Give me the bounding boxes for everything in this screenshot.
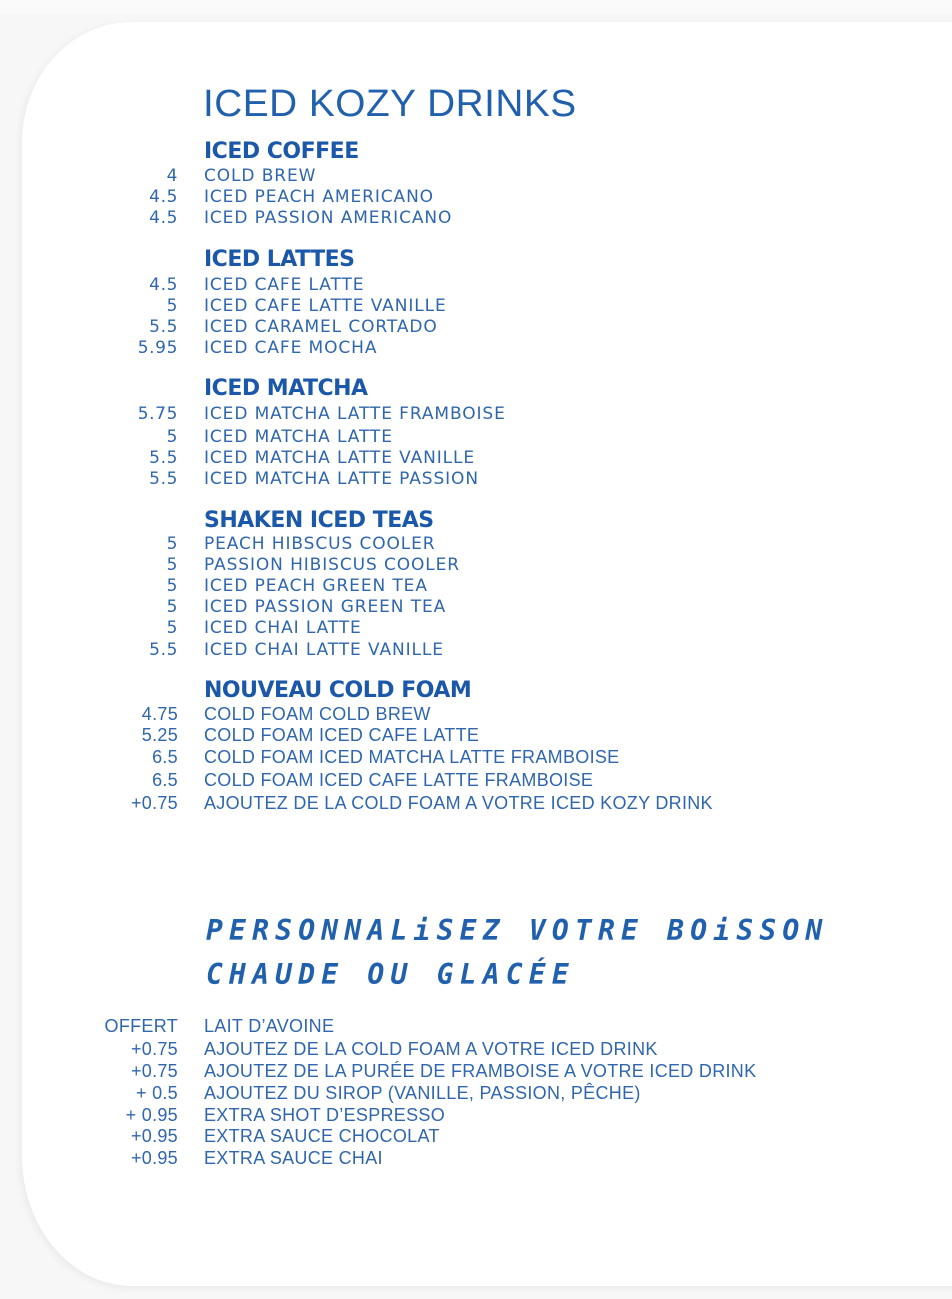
item-price: +0.75: [130, 793, 178, 813]
menu-item: [0, 427, 952, 448]
menu-item: [0, 469, 952, 490]
item-name: ICED PEACH GREEN TEA: [204, 576, 428, 596]
menu-item: [0, 534, 952, 555]
item-price: 5.25: [141, 725, 178, 745]
section-heading: ICED MATCHA: [204, 376, 368, 401]
item-name: EXTRA SAUCE CHAI: [204, 1148, 383, 1168]
item-name: ICED CHAI LATTE VANILLE: [204, 640, 444, 660]
item-name: ICED MATCHA LATTE VANILLE: [204, 448, 476, 468]
menu-item: [0, 597, 952, 618]
item-name: ICED PASSION GREEN TEA: [204, 597, 447, 617]
item-price: 6.5: [152, 747, 178, 767]
item-name: PEACH HIBSCUS COOLER: [204, 534, 436, 554]
item-price: + 0.95: [125, 1105, 178, 1125]
item-name: AJOUTEZ DE LA COLD FOAM A VOTRE ICED KOZY DRINK: [204, 793, 713, 813]
item-price: 4.5: [149, 208, 178, 228]
item-price: +0.75: [130, 1039, 178, 1059]
menu-item: [0, 793, 952, 814]
item-price: OFFERT: [104, 1016, 178, 1036]
item-price: 5.75: [137, 404, 178, 424]
item-price: + 0.5: [135, 1083, 178, 1103]
customize-title-line-1: PERSONNALiSEZ VOTRE BOiSSON: [206, 914, 829, 947]
menu-item: [0, 208, 952, 229]
item-name: ICED CAFE MOCHA: [204, 338, 378, 358]
item-price: 4.5: [149, 275, 178, 295]
menu-item: [0, 275, 952, 296]
menu-item: [0, 576, 952, 597]
item-name: ICED MATCHA LATTE PASSION: [204, 469, 479, 489]
menu-item: [0, 725, 952, 746]
item-name: ICED MATCHA LATTE: [204, 427, 393, 447]
item-price: 5.5: [149, 640, 178, 660]
item-name: ICED CHAI LATTE: [204, 618, 362, 638]
item-price: 5.5: [149, 317, 178, 337]
item-price: 4: [166, 166, 178, 186]
item-price: 5: [166, 555, 178, 575]
item-name: ICED PASSION AMERICANO: [204, 208, 453, 228]
menu-item: [0, 555, 952, 576]
item-name: EXTRA SAUCE CHOCOLAT: [204, 1126, 440, 1146]
menu-item: [0, 338, 952, 359]
item-name: AJOUTEZ DE LA PURÉE DE FRAMBOISE A VOTRE ICED DRINK: [204, 1061, 757, 1081]
item-name: AJOUTEZ DU SIROP (VANILLE, PASSION, PÊCHE): [204, 1083, 641, 1103]
item-price: 5: [166, 534, 178, 554]
customize-item: [0, 1039, 952, 1060]
section-heading: ICED COFFEE: [204, 139, 359, 164]
menu-item: [0, 317, 952, 338]
customize-item: [0, 1016, 952, 1037]
item-price: 5: [166, 296, 178, 316]
menu-item: [0, 770, 952, 791]
section-heading: ICED LATTES: [204, 247, 355, 272]
item-name: ICED CAFE LATTE VANILLE: [204, 296, 447, 316]
section-heading: NOUVEAU COLD FOAM: [204, 678, 472, 703]
item-name: ICED MATCHA LATTE FRAMBOISE: [204, 404, 506, 424]
item-name: AJOUTEZ DE LA COLD FOAM A VOTRE ICED DRINK: [204, 1039, 658, 1059]
menu-item: [0, 166, 952, 187]
item-name: COLD FOAM ICED CAFE LATTE: [204, 725, 480, 745]
menu-item: [0, 187, 952, 208]
menu-item: [0, 618, 952, 639]
item-name: COLD FOAM ICED CAFE LATTE FRAMBOISE: [204, 770, 594, 790]
page-title: ICED KOZY DRINKS: [203, 83, 577, 125]
menu-item: [0, 296, 952, 317]
customize-item: [0, 1148, 952, 1169]
item-name: LAIT D’AVOINE: [204, 1016, 335, 1036]
menu-item: [0, 640, 952, 661]
menu-item: [0, 448, 952, 469]
item-price: 5: [166, 576, 178, 596]
customize-item: [0, 1126, 952, 1147]
item-price: 4.75: [141, 704, 178, 724]
customize-item: [0, 1083, 952, 1104]
item-name: EXTRA SHOT D’ESPRESSO: [204, 1105, 446, 1125]
section-heading: SHAKEN ICED TEAS: [204, 508, 434, 533]
item-price: 5.5: [149, 448, 178, 468]
item-name: COLD FOAM COLD BREW: [204, 704, 431, 724]
item-name: ICED CARAMEL CORTADO: [204, 317, 438, 337]
item-price: +0.75: [130, 1061, 178, 1081]
menu-item: [0, 747, 952, 768]
item-name: COLD FOAM ICED MATCHA LATTE FRAMBOISE: [204, 747, 620, 767]
item-name: COLD BREW: [204, 166, 317, 186]
item-price: 5.95: [137, 338, 178, 358]
customize-item: [0, 1105, 952, 1126]
menu-item: [0, 404, 952, 425]
item-price: 5.5: [149, 469, 178, 489]
menu-item: [0, 704, 952, 725]
item-price: 5: [166, 597, 178, 617]
customize-title-line-2: CHAUDE OU GLACÉE: [206, 958, 575, 991]
item-price: 5: [166, 618, 178, 638]
item-name: ICED CAFE LATTE: [204, 275, 365, 295]
item-price: +0.95: [130, 1148, 178, 1168]
customize-item: [0, 1061, 952, 1082]
item-price: 4.5: [149, 187, 178, 207]
item-price: 5: [166, 427, 178, 447]
item-name: PASSION HIBISCUS COOLER: [204, 555, 461, 575]
item-price: +0.95: [130, 1126, 178, 1146]
item-price: 6.5: [152, 770, 178, 790]
item-name: ICED PEACH AMERICANO: [204, 187, 434, 207]
